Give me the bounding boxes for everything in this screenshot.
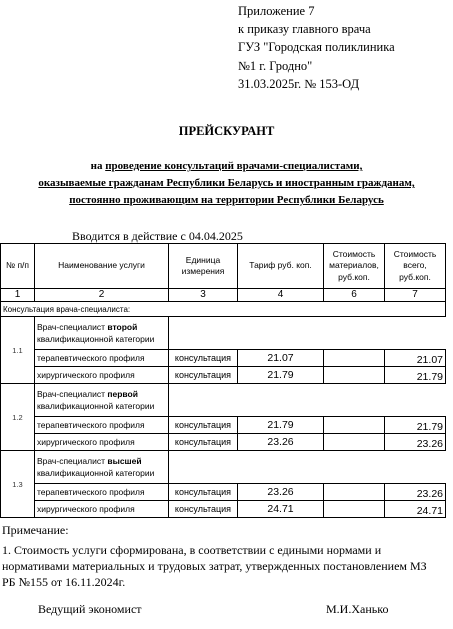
service-materials: [324, 367, 385, 384]
header-total: Стоимость всего, руб.коп.: [385, 244, 446, 289]
service-name: терапевтического профиля: [35, 417, 169, 434]
service-tariff: 21.79: [238, 417, 324, 434]
category-blank: [169, 384, 446, 417]
service-materials: [324, 350, 385, 367]
category-number: 1.2: [1, 384, 35, 451]
service-total: 23.26: [385, 484, 446, 501]
table-row: [1, 501, 446, 518]
signer-position: Ведущий экономист: [38, 602, 142, 616]
category-row: [1, 384, 446, 417]
section-row: [1, 302, 446, 317]
approval-block: [238, 2, 395, 93]
subtitle-prefix: на: [90, 160, 106, 172]
service-total: 24.71: [385, 501, 446, 518]
table-row: [1, 434, 446, 451]
table-row: [1, 484, 446, 501]
table-row: [1, 367, 446, 384]
category-blank: [169, 451, 446, 484]
service-materials: [324, 417, 385, 434]
service-total: 21.79: [385, 417, 446, 434]
approval-line: 31.03.2025г. № 153-ОД: [238, 76, 360, 91]
header-num: № п/п: [1, 244, 35, 289]
service-total: 23.26: [385, 434, 446, 451]
subtitle-line-1: проведение консультаций врачами-специалистами,: [105, 160, 363, 172]
service-tariff: 24.71: [238, 501, 324, 518]
service-name: хирургического профиля: [35, 367, 169, 384]
subtitle-line-2: оказываемые гражданам Республики Беларусь и иностранным гражданам,: [38, 177, 415, 189]
service-unit: консультация: [169, 434, 238, 451]
col-number: 2: [35, 289, 169, 302]
service-materials: [324, 484, 385, 501]
service-unit: консультация: [169, 350, 238, 367]
header-materials: Стоимость материалов, руб.коп.: [324, 244, 385, 289]
col-number: 6: [324, 289, 385, 302]
effective-date: Вводится в действие с 04.04.2025: [72, 229, 243, 243]
approval-line: №1 г. Гродно": [238, 58, 313, 73]
service-total: 21.79: [385, 367, 446, 384]
category-name: Врач-специалист высшей квалификационной категории: [35, 451, 169, 484]
service-materials: [324, 434, 385, 451]
category-number: 1.1: [1, 317, 35, 384]
category-name: Врач-специалист второй квалификационной категории: [35, 317, 169, 350]
subtitle-line-3: постоянно проживающим на территории Республики Беларусь: [69, 194, 384, 206]
table-row: [1, 417, 446, 434]
table-row: [1, 350, 446, 367]
notes-text: 1. Стоимость услуги сформирована, в соответствии с едиными нормами и нормативами материальных и трудовых затрат, утвержденных постановлением МЗ РБ №155 от 16.11.2024г.: [2, 543, 427, 589]
column-number-row: [1, 289, 446, 302]
service-name: хирургического профиля: [35, 501, 169, 518]
service-tariff: 21.79: [238, 367, 324, 384]
header-row: [1, 244, 446, 289]
service-unit: консультация: [169, 484, 238, 501]
col-number: 3: [169, 289, 238, 302]
service-unit: консультация: [169, 367, 238, 384]
signer-name: М.И.Ханько: [326, 602, 389, 616]
service-tariff: 23.26: [238, 434, 324, 451]
header-unit: Единица измерения: [169, 244, 238, 289]
document-subtitle: [0, 158, 453, 209]
category-row: [1, 317, 446, 350]
document-title: ПРЕЙСКУРАНТ: [178, 124, 275, 138]
approval-line: Приложение 7: [238, 4, 315, 18]
service-name: терапевтического профиля: [35, 350, 169, 367]
price-table: [0, 243, 446, 518]
approval-line: к приказу главного врача: [238, 22, 371, 37]
service-tariff: 23.26: [238, 484, 324, 501]
category-level: высшей: [107, 456, 142, 466]
category-level: второй: [107, 322, 138, 332]
col-number: 7: [385, 289, 446, 302]
category-row: [1, 451, 446, 484]
section-title: Консультация врача-специалиста:: [1, 302, 446, 317]
header-tariff: Тариф руб. коп.: [238, 244, 324, 289]
service-name: хирургического профиля: [35, 434, 169, 451]
col-number: 1: [1, 289, 35, 302]
category-blank: [169, 317, 446, 350]
service-materials: [324, 501, 385, 518]
approval-line: ГУЗ "Городская поликлиника: [238, 40, 395, 55]
header-name: Наименование услуги: [35, 244, 169, 289]
category-number: 1.3: [1, 451, 35, 518]
service-unit: консультация: [169, 417, 238, 434]
service-unit: консультация: [169, 501, 238, 518]
service-tariff: 21.07: [238, 350, 324, 367]
category-name: Врач-специалист первой квалификационной категории: [35, 384, 169, 417]
service-name: терапевтического профиля: [35, 484, 169, 501]
service-total: 21.07: [385, 350, 446, 367]
category-level: первой: [107, 389, 138, 399]
notes-heading: Примечание:: [2, 523, 69, 537]
col-number: 4: [238, 289, 324, 302]
